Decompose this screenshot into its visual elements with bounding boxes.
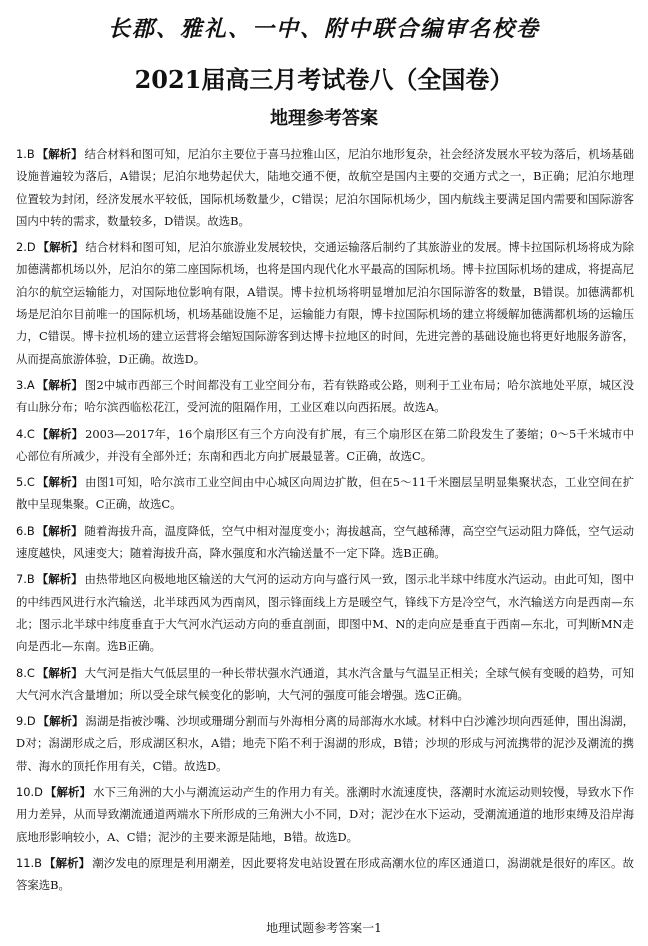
analysis-text: 由图1可知，哈尔滨市工业空间由中心城区向周边扩散，但在5～11千米圈层呈明显集聚状态，工业空间在扩散中呈现集聚。C正确，故选C。 bbox=[16, 475, 634, 512]
answer-number: 4.C bbox=[16, 426, 35, 441]
analysis-tag: 【解析】 bbox=[43, 855, 91, 870]
answer-number: 6.B bbox=[16, 523, 35, 538]
analysis-text: 随着海拔升高，温度降低，空气中相对湿度变小；海拔越高，空气越稀薄，高空空气运动阻力降低，空气运动速度越快，风速变大；随着海拔升高，降水强度和水汽输送量不一定下降。选B正确。 bbox=[16, 523, 634, 561]
analysis-tag: 【解析】 bbox=[36, 147, 83, 161]
answer-item bbox=[16, 662, 634, 707]
analysis-tag: 【解析】 bbox=[37, 240, 84, 255]
answer-item bbox=[16, 568, 634, 657]
analysis-text: 由热带地区向极地地区输送的大气河的运动方向与盛行风一致，图示北半球中纬度水汽运动。由此可知，图中的中纬西风进行水汽输送，北半球西风为西南风，图示锋面线上方是暖空气，锋线下方是冷空气，水汽输送方向是西南—东北；图示北半球中纬度垂直于大气河水汽运动方向的垂直剖面，即图中M、N的走向应是垂直于西南—东北，可判断MN走向是西北—东南。选B正确。 bbox=[16, 572, 634, 654]
analysis-tag: 【解析】 bbox=[44, 785, 92, 800]
answer-list bbox=[16, 143, 634, 901]
answer-item bbox=[16, 781, 634, 848]
analysis-text: 图2中城市西部三个时间都没有工业空间分布，若有铁路或公路，则利于工业布局；哈尔滨地处平原，城区没有山脉分布；哈尔滨西临松花江，受河流的阻隔作用，工业区难以向西拓展。故选A。 bbox=[16, 377, 634, 415]
analysis-text: 结合材料和图可知，尼泊尔主要位于喜马拉雅山区，尼泊尔地形复杂，社会经济发展水平较为落后，机场基础设施普遍较为落后，A错误；尼泊尔地势起伏大，陆地交通不便，故航空是国内主要的交通方式之一，B正确；尼泊尔地理位置较为封闭，经济发展水平较低，国际机场数量少，C错误；尼泊尔国际机场少，国内航线主要满足国内需要和国际游客国内中转的需求，数量较多，D错误。故选B。 bbox=[16, 147, 634, 228]
analysis-tag: 【解析】 bbox=[36, 377, 83, 392]
analysis-text: 潮汐发电的原理是利用潮差，因此要将发电站设置在形成高潮水位的库区通道口，潟湖就是很好的库区。故答案选B。 bbox=[16, 855, 634, 893]
analysis-text: 潟湖是指被沙嘴、沙坝或珊瑚分割而与外海相分离的局部海水水域。材料中白沙滩沙坝向西延伸，围出潟湖，D对；潟湖形成之后，形成湖区积水，A错；地壳下陷不利于潟湖的形成，B错；沙坝的形成与河流携带的泥沙及潮流的携带、海水的顶托作用有关，C错。故选D。 bbox=[16, 714, 634, 773]
answer-number: 10.D bbox=[16, 785, 43, 800]
analysis-tag: 【解析】 bbox=[36, 572, 83, 587]
answer-item bbox=[16, 471, 634, 516]
page-footer: 地理试题参考答案一1 bbox=[266, 921, 382, 935]
answer-number: 5.C bbox=[16, 475, 35, 490]
analysis-text: 2003—2017年，16个扇形区有三个方向没有扩展，有三个扇形区在第二阶段发生了萎缩；0～5千米城市中心部位有所减少，并没有全部外迁；东南和西北方向扩展最显著。C正确，故选C。 bbox=[16, 426, 634, 463]
answer-item bbox=[16, 423, 634, 468]
analysis-tag: 【解析】 bbox=[36, 426, 84, 441]
analysis-tag: 【解析】 bbox=[36, 665, 83, 680]
answer-item bbox=[16, 374, 634, 419]
answer-number: 9.D bbox=[16, 714, 36, 729]
answer-number: 8.C bbox=[16, 665, 35, 680]
answer-item bbox=[16, 710, 634, 777]
answer-item bbox=[16, 236, 634, 370]
analysis-tag: 【解析】 bbox=[36, 523, 83, 538]
answer-number: 2.D bbox=[16, 240, 36, 255]
analysis-text: 结合材料和图可知，尼泊尔旅游业发展较快，交通运输落后制约了其旅游业的发展。博卡拉国际机场将成为除加德满都机场以外，尼泊尔的第二座国际机场，也将是国内现代化水平最高的国际机场。博卡拉国际机场的建成，将提高尼泊尔的航空运输能力，对国际地位影响有限，A错误。博卡拉机场将明显增加尼泊尔国际游客的数量，B错误。加德满都机场是尼泊尔目前唯一的国际机场，机场基础设施不足，运输能力有限，博卡拉国际机场的建立将缓解加德满都机场的运输压力，C错误。博卡拉机场的建立运营将会缩短国际游客到达博卡拉地区的时间，先进完善的基础设施也将更好地服务游客，从而提高旅游体验，D正确。故选D。 bbox=[16, 240, 634, 366]
answer-number: 7.B bbox=[16, 572, 35, 587]
answer-number: 3.A bbox=[16, 377, 35, 392]
exam-title: 2021届高三月考试卷八（全国卷） bbox=[134, 65, 514, 94]
answer-item bbox=[16, 852, 634, 897]
answer-item bbox=[16, 520, 634, 565]
answer-item bbox=[16, 143, 634, 232]
school-union-title: 长郡、雅礼、一中、附中联合编审名校卷 bbox=[107, 16, 540, 42]
answer-number: 11.B bbox=[16, 855, 42, 870]
answer-number: 1.B bbox=[16, 147, 35, 161]
analysis-text: 大气河是指大气低层里的一种长带状强水汽通道，其水汽含量与气温呈正相关；全球气候有变暖的趋势，可知大气河水汽含量增加；所以受全球气候变化的影响，大气河的强度可能会增强。选C正确。 bbox=[16, 665, 634, 702]
analysis-tag: 【解析】 bbox=[37, 714, 84, 729]
analysis-tag: 【解析】 bbox=[36, 475, 84, 490]
analysis-text: 水下三角洲的大小与潮流运动产生的作用力有关。涨潮时水流速度快，落潮时水流运动则较慢，导致水下作用力差异，从而导致潮流通道两端水下所形成的三角洲大小不同，D对；泥沙在水下运动，受潮流通道的地形束缚及沿岸海底地形影响较小，A、C错；泥沙的主要来源是陆地，B错。故选D。 bbox=[16, 785, 634, 844]
answer-key-title: 地理参考答案 bbox=[270, 108, 378, 129]
